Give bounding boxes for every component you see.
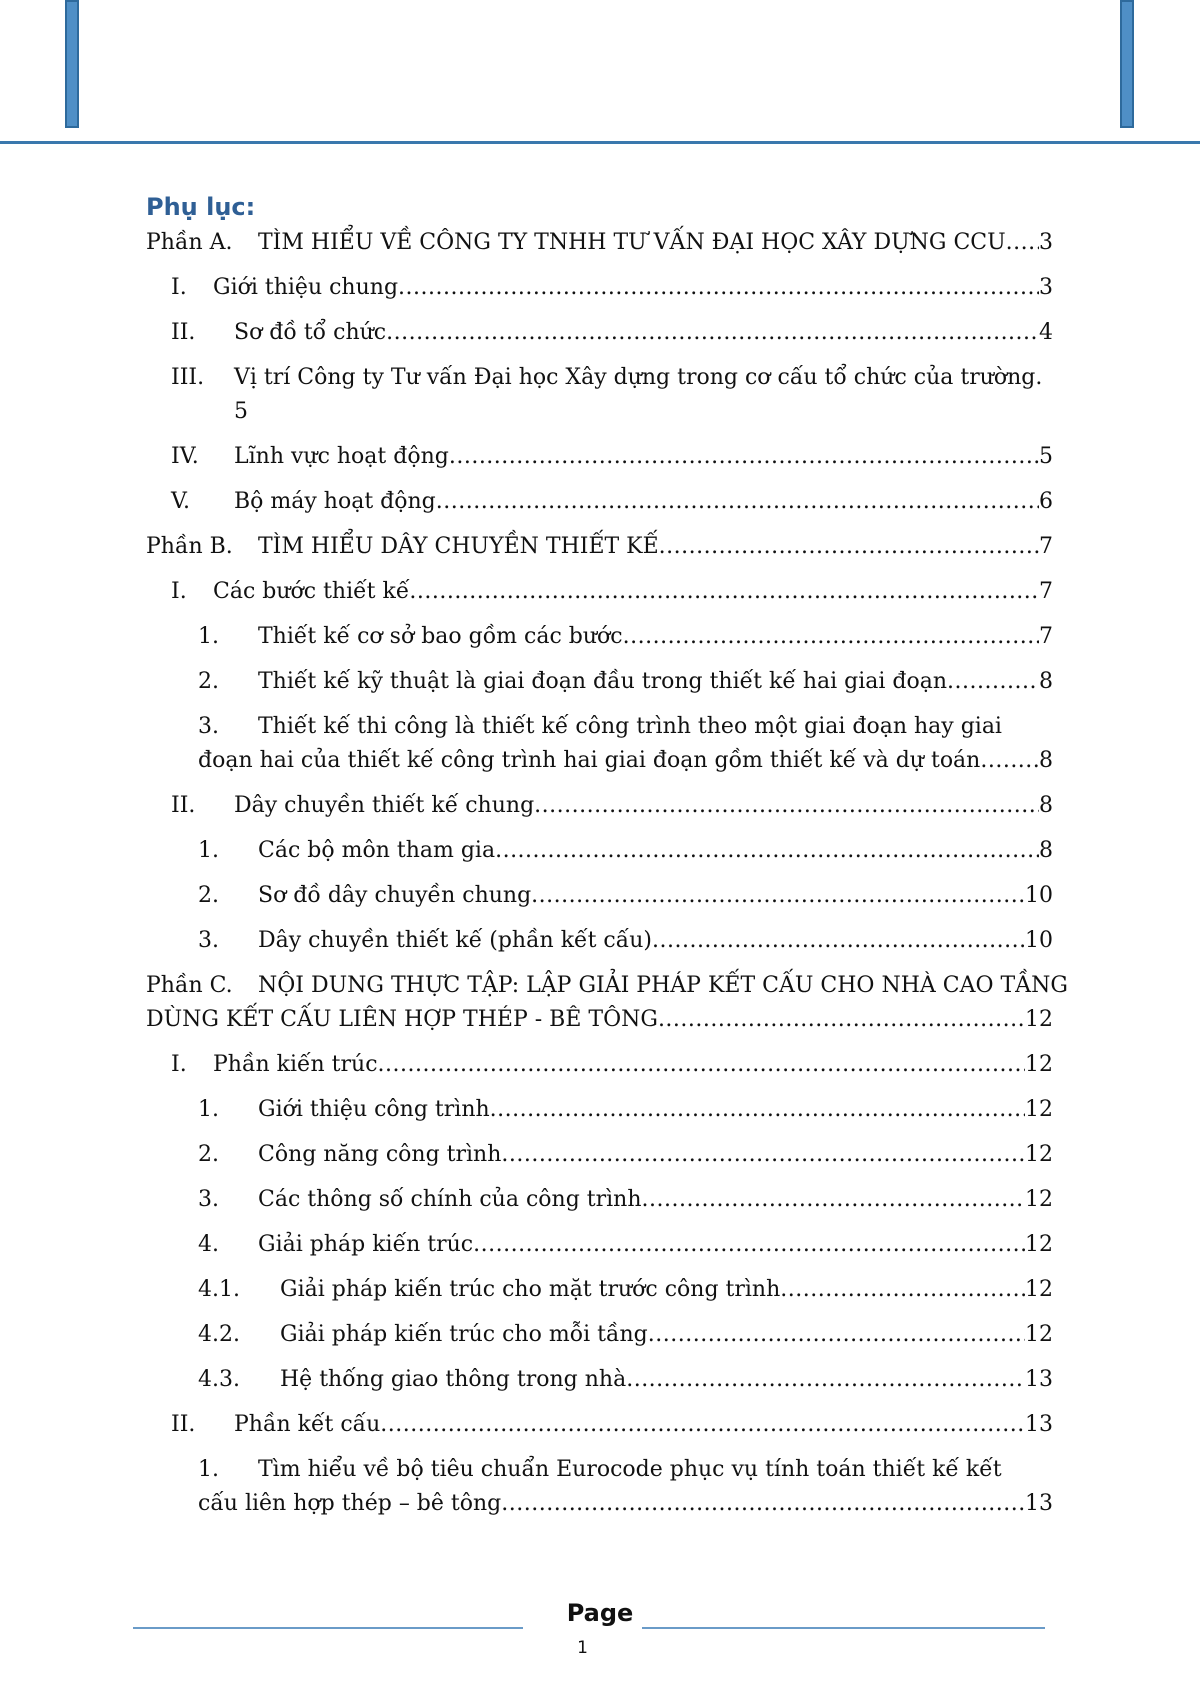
- toc-leader-dots: [531, 879, 1025, 913]
- toc-entry-number: I.: [171, 1052, 187, 1077]
- toc-entry-number: 1.: [198, 1457, 219, 1482]
- toc-entry-b-ii-1[interactable]: [146, 834, 1053, 868]
- toc-entry-page: 10: [1025, 883, 1053, 908]
- toc-entry-text: Sơ đồ tổ chức: [234, 320, 387, 345]
- toc-entry-page: 3: [1039, 230, 1053, 255]
- toc-entry-b-i-2[interactable]: [146, 665, 1053, 699]
- toc-entry-number: 4.: [198, 1232, 219, 1257]
- toc-entry-a-v[interactable]: [146, 485, 1053, 519]
- toc-leader-dots: [380, 1408, 1025, 1442]
- toc-entry-page: 13: [1025, 1367, 1053, 1392]
- toc-entry-text: Thiết kế thi công là thiết kế công trình theo một giai đoạn hay giai: [258, 714, 1002, 739]
- toc-entry-text: Thiết kế kỹ thuật là giai đoạn đầu trong thiết kế hai giai đoạn: [258, 669, 948, 694]
- toc-entry-b-i-3[interactable]: [146, 710, 1053, 778]
- toc-entry-number: Phần B.: [146, 534, 233, 559]
- toc-entry-part-c[interactable]: [146, 969, 1068, 1037]
- toc-entry-text: Các bộ môn tham gia: [258, 838, 496, 863]
- toc-leader-dots: [386, 316, 1039, 350]
- toc-leader-dots: [436, 485, 1039, 519]
- toc-leader-dots: [648, 1318, 1025, 1352]
- toc-entry-c-i-3[interactable]: [146, 1183, 1053, 1217]
- toc-entry-c-i[interactable]: [146, 1048, 1053, 1082]
- toc-entry-number: 3.: [198, 928, 219, 953]
- toc-entry-page: 5: [234, 399, 248, 424]
- toc-entry-number: 4.3.: [198, 1367, 240, 1392]
- toc-entry-number: 3.: [198, 714, 219, 739]
- header-left-bar: [65, 0, 79, 128]
- toc-entry-number: 2.: [198, 1142, 219, 1167]
- toc-entry-a-i[interactable]: [146, 271, 1053, 305]
- toc-entry-a-ii[interactable]: [146, 316, 1053, 350]
- toc-entry-text: Công năng công trình: [258, 1142, 502, 1167]
- toc-entry-page: 12: [1025, 1052, 1053, 1077]
- toc-entry-number: I.: [171, 579, 187, 604]
- toc-leader-dots: [378, 1048, 1025, 1082]
- table-of-contents: [146, 190, 1068, 1532]
- toc-entry-text: Phần kết cấu: [234, 1412, 381, 1437]
- toc-entry-text: Các bước thiết kế: [213, 579, 410, 604]
- toc-entry-number: III.: [171, 365, 205, 390]
- toc-entry-text: Sơ đồ dây chuyền chung: [258, 883, 532, 908]
- toc-entry-c-i-1[interactable]: [146, 1093, 1053, 1127]
- toc-entry-b-ii[interactable]: [146, 789, 1053, 823]
- toc-entry-number: 1.: [198, 1097, 219, 1122]
- toc-entry-page: 8: [1039, 669, 1053, 694]
- toc-entry-b-ii-3[interactable]: [146, 924, 1053, 958]
- toc-entry-page: 8: [1039, 748, 1053, 773]
- toc-entry-page: 12: [1025, 1007, 1053, 1032]
- toc-entry-text: Tìm hiểu về bộ tiêu chuẩn Eurocode phục vụ tính toán thiết kế kết: [258, 1457, 1002, 1482]
- toc-entry-b-i[interactable]: [146, 575, 1053, 609]
- toc-leader-dots: [495, 834, 1039, 868]
- toc-entry-text-continued: cấu liên hợp thép – bê tông: [198, 1491, 502, 1516]
- toc-entry-page: 12: [1025, 1187, 1053, 1212]
- toc-entry-page: 4: [1039, 320, 1053, 345]
- toc-entry-text: Giải pháp kiến trúc cho mặt trước công trình: [280, 1277, 781, 1302]
- toc-entry-page: 8: [1039, 838, 1053, 863]
- toc-entry-text: Phần kiến trúc: [213, 1052, 378, 1077]
- toc-leader-dots: [501, 1138, 1025, 1172]
- toc-entry-a-iv[interactable]: [146, 440, 1053, 474]
- toc-leader-dots: [490, 1093, 1025, 1127]
- toc-entry-number: IV.: [171, 444, 199, 469]
- toc-leader-dots: [780, 1273, 1025, 1307]
- toc-entry-page: 13: [1025, 1412, 1053, 1437]
- header-right-bar: [1120, 0, 1134, 128]
- toc-leader-dots: [398, 271, 1039, 305]
- toc-entry-text: Giải pháp kiến trúc cho mỗi tầng: [280, 1322, 648, 1347]
- toc-leader-dots: [473, 1228, 1025, 1262]
- toc-entry-c-ii-1[interactable]: [146, 1453, 1053, 1521]
- toc-leader-dots: [626, 1363, 1025, 1397]
- toc-leader-dots: [501, 1487, 1025, 1521]
- toc-entry-a-iii[interactable]: [146, 361, 1053, 429]
- toc-entry-number: 2.: [198, 883, 219, 908]
- toc-leader-dots: [980, 744, 1039, 778]
- toc-entry-c-i-2[interactable]: [146, 1138, 1053, 1172]
- toc-entry-number: II.: [171, 320, 196, 345]
- toc-entry-c-i-4-1[interactable]: [146, 1273, 1053, 1307]
- toc-entry-text: NỘI DUNG THỰC TẬP: LẬP GIẢI PHÁP KẾT CẤU CHO NHÀ CAO TẦNG: [258, 973, 1068, 998]
- toc-entry-text: Giới thiệu chung: [213, 275, 399, 300]
- toc-entry-page: 10: [1025, 928, 1053, 953]
- toc-leader-dots: [658, 1003, 1025, 1037]
- footer-page-number: 1: [577, 1638, 588, 1658]
- toc-entry-page: 3: [1039, 275, 1053, 300]
- toc-entry-c-i-4-3[interactable]: [146, 1363, 1053, 1397]
- toc-entry-number: Phần C.: [146, 973, 233, 998]
- toc-entry-text: Vị trí Công ty Tư vấn Đại học Xây dựng trong cơ cấu tổ chức của trường.: [234, 365, 1043, 390]
- toc-entry-number: II.: [171, 1412, 196, 1437]
- toc-entry-page: 7: [1039, 624, 1053, 649]
- toc-leader-dots: [947, 665, 1039, 699]
- footer-rule-right: [642, 1627, 1045, 1629]
- toc-entry-text: Các thông số chính của công trình: [258, 1187, 642, 1212]
- toc-entry-number: Phần A.: [146, 230, 233, 255]
- toc-entry-text: TÌM HIỂU VỀ CÔNG TY TNHH TƯ VẤN ĐẠI HỌC XÂY DỰNG CCU: [258, 230, 1006, 255]
- toc-entry-text: Dây chuyền thiết kế chung: [234, 793, 535, 818]
- toc-entry-page: 12: [1025, 1142, 1053, 1167]
- footer-page-label: Page: [566, 1599, 634, 1627]
- toc-entry-text: Hệ thống giao thông trong nhà: [280, 1367, 627, 1392]
- toc-entry-page: 12: [1025, 1322, 1053, 1347]
- toc-entry-part-a[interactable]: [146, 226, 1053, 260]
- toc-entry-number: 4.1.: [198, 1277, 240, 1302]
- toc-entry-part-b[interactable]: [146, 530, 1053, 564]
- toc-leader-dots: [652, 924, 1025, 958]
- toc-entry-text: Lĩnh vực hoạt động: [234, 444, 449, 469]
- toc-entry-text: Dây chuyền thiết kế (phần kết cấu): [258, 928, 652, 953]
- toc-entry-page: 5: [1039, 444, 1053, 469]
- toc-entry-number: 1.: [198, 838, 219, 863]
- toc-entry-page: 12: [1025, 1097, 1053, 1122]
- toc-entry-page: 6: [1039, 489, 1053, 514]
- toc-entry-b-ii-2[interactable]: [146, 879, 1053, 913]
- toc-entry-number: I.: [171, 275, 187, 300]
- toc-leader-dots: [642, 1183, 1025, 1217]
- toc-entry-page: 7: [1039, 579, 1053, 604]
- toc-leader-dots: [534, 789, 1039, 823]
- toc-entry-page: 7: [1039, 534, 1053, 559]
- toc-leader-dots: [623, 620, 1039, 654]
- toc-entry-c-i-4-2[interactable]: [146, 1318, 1053, 1352]
- toc-entry-number: V.: [171, 489, 191, 514]
- toc-entry-number: II.: [171, 793, 196, 818]
- toc-entry-text: Thiết kế cơ sở bao gồm các bước: [258, 624, 623, 649]
- toc-entry-page: 13: [1025, 1491, 1053, 1516]
- toc-entry-number: 3.: [198, 1187, 219, 1212]
- toc-entry-number: 4.2.: [198, 1322, 240, 1347]
- toc-entry-page: 8: [1039, 793, 1053, 818]
- toc-entry-text: Bộ máy hoạt động: [234, 489, 436, 514]
- toc-entry-number: 2.: [198, 669, 219, 694]
- toc-leader-dots: [449, 440, 1039, 474]
- toc-leader-dots: [409, 575, 1039, 609]
- toc-entry-text: Giới thiệu công trình: [258, 1097, 490, 1122]
- toc-leader-dots: [659, 530, 1039, 564]
- toc-entry-c-i-4[interactable]: [146, 1228, 1053, 1262]
- toc-entry-page: 12: [1025, 1277, 1053, 1302]
- toc-entry-c-ii[interactable]: [146, 1408, 1053, 1442]
- toc-leader-dots: [1006, 226, 1039, 260]
- header-rule: [0, 141, 1200, 144]
- toc-entry-text-continued: DÙNG KẾT CẤU LIÊN HỢP THÉP - BÊ TÔNG: [146, 1007, 658, 1032]
- toc-entry-number: 1.: [198, 624, 219, 649]
- toc-entry-b-i-1[interactable]: [146, 620, 1053, 654]
- toc-entry-text-continued: đoạn hai của thiết kế công trình hai giai đoạn gồm thiết kế và dự toán: [198, 748, 981, 773]
- toc-title: Phụ lục:: [146, 193, 256, 221]
- footer-rule-left: [133, 1627, 523, 1629]
- toc-entry-page: 12: [1025, 1232, 1053, 1257]
- toc-entry-text: TÌM HIỂU DÂY CHUYỀN THIẾT KẾ: [258, 534, 659, 559]
- toc-entry-text: Giải pháp kiến trúc: [258, 1232, 474, 1257]
